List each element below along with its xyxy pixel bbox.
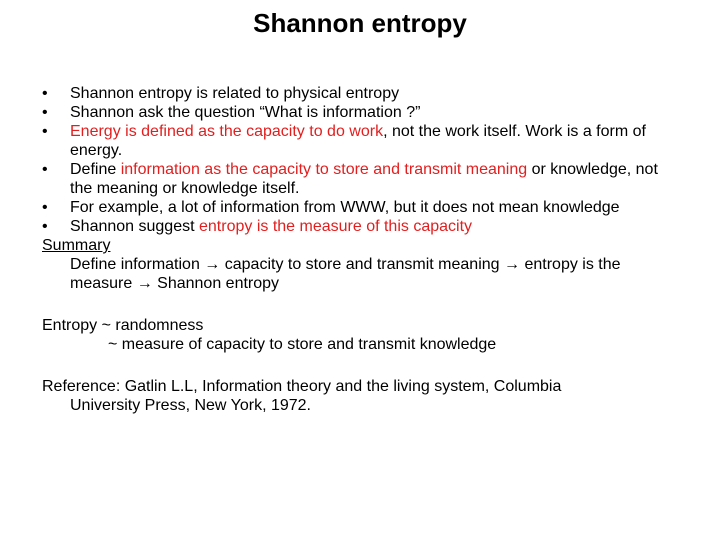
entropy-line-1: Entropy ~ randomness — [42, 317, 204, 334]
bullet-dot-icon: • — [42, 161, 48, 178]
summary-part-2: capacity to store and transmit meaning — [224, 256, 500, 273]
page-title: Shannon entropy — [253, 8, 467, 38]
bullet-text-segment: Shannon suggest — [70, 218, 199, 235]
bullet-text-segment: Define — [70, 161, 121, 178]
summary-heading: Summary — [42, 237, 111, 254]
bullet-item — [42, 84, 682, 103]
bullet-item — [42, 198, 682, 217]
right-arrow-icon: → — [204, 256, 221, 273]
bullet-text-segment: For example, a lot of information from WWW, but it does not mean knowledge — [70, 199, 620, 216]
highlighted-text: Energy is defined as the capacity to do work — [70, 123, 384, 140]
bullet-text — [70, 160, 682, 198]
right-arrow-icon: → — [504, 256, 521, 273]
bullet-dot-icon: • — [42, 218, 48, 235]
bullet-text-segment: Shannon entropy is related to physical entropy — [70, 85, 400, 102]
summary-part-4: Shannon entropy — [157, 275, 280, 292]
bullet-dot-icon: • — [42, 104, 48, 121]
bullet-text — [70, 122, 682, 160]
bullet-item — [42, 103, 682, 122]
entropy-line-2: ~ measure of capacity to store and transmit knowledge — [108, 336, 497, 353]
highlighted-text: entropy is the measure of this capacity — [199, 218, 473, 235]
bullet-text — [70, 198, 682, 217]
bullet-dot-icon: • — [42, 199, 48, 216]
bullet-text — [70, 217, 682, 236]
bullet-item — [42, 122, 682, 160]
reference-line-1: Reference: Gatlin L.L, Information theory and the living system, Columbia — [42, 378, 562, 395]
bullet-text — [70, 103, 682, 122]
bullet-item — [42, 160, 682, 198]
bullet-text — [70, 84, 682, 103]
bullet-text-segment: , not the work itself. Work is a form of energy. — [70, 123, 646, 159]
summary-part-1: Define information — [70, 256, 200, 273]
bullet-list — [42, 84, 682, 236]
summary-text — [42, 255, 682, 293]
reference-line-2: University Press, New York, 1972. — [70, 397, 311, 414]
summary-part-3: entropy is the measure — [70, 256, 621, 292]
right-arrow-icon: → — [136, 275, 153, 292]
slide-body — [42, 84, 682, 415]
highlighted-text: information as the capacity to store and transmit meaning — [120, 161, 528, 178]
bullet-item — [42, 217, 682, 236]
bullet-text-segment: or knowledge, not the meaning or knowledge itself. — [70, 161, 658, 197]
bullet-dot-icon: • — [42, 123, 48, 140]
bullet-dot-icon: • — [42, 85, 48, 102]
bullet-text-segment: Shannon ask the question “What is information ?” — [70, 104, 421, 121]
